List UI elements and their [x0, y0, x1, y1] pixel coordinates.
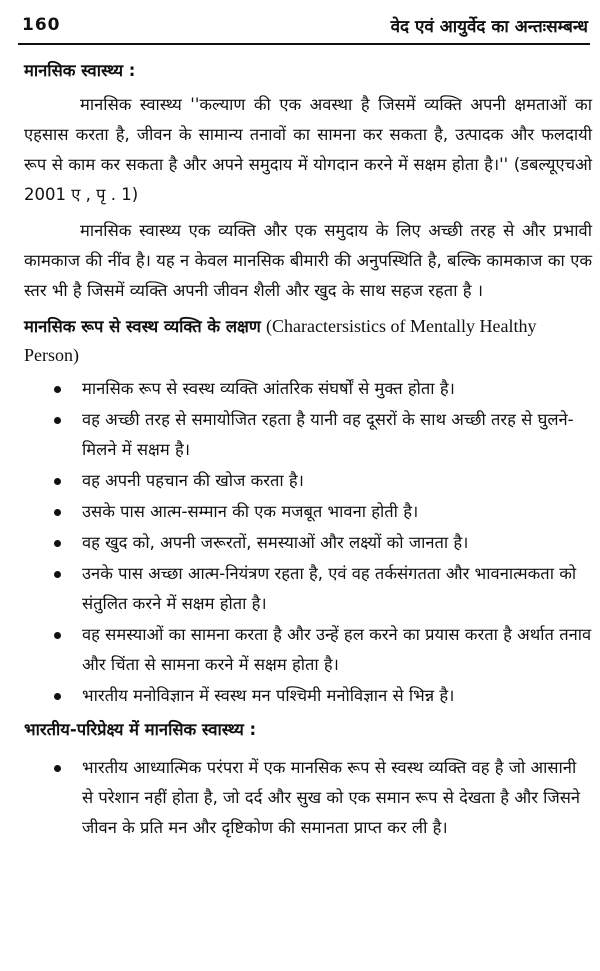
- list-item-text: मानसिक रूप से स्वस्थ व्यक्ति आंतरिक संघर्षों से मुक्त होता है।: [82, 379, 455, 398]
- section-heading-mental-health: मानसिक स्वास्थ्य :: [24, 61, 136, 80]
- bullet-icon: [54, 765, 61, 772]
- list-item-text: वह अच्छी तरह से समायोजित रहता है यानी वह दूसरों के साथ अच्छी तरह से घुलने-मिलने में सक्षम है।: [82, 410, 574, 459]
- list-item: [24, 559, 592, 619]
- paragraph-foundation: मानसिक स्वास्थ्य एक व्यक्ति और एक समुदाय के लिए अच्छी तरह से और प्रभावी कामकाज की नींव है। यह न केवल मानसिक बीमारी की अनुपस्थिति है, बल्कि कामकाज का एक स्तर भी है जिसमें व्यक्ति अपनी जीवन शैली और खुद के साथ सहज रहता है ।: [24, 221, 592, 300]
- list-item-text: उनके पास अच्छा आत्म-नियंत्रण रहता है, एवं वह तर्कसंगतता और भावनात्मकता को संतुलित करने में सक्षम होता है।: [82, 564, 577, 613]
- paragraph-definition: मानसिक स्वास्थ्य ''कल्याण की एक अवस्था है जिसमें व्यक्ति अपनी क्षमताओं का एहसास करता है, जीवन के सामान्य तनावों का सामना कर सकता है, उत्पादक और फलदायी रूप से काम कर सकता है और अपने समुदाय में योगदान करने में सक्षम होता है।'' (डबल्यूएचओ 2001 ए , पृ . 1): [24, 95, 592, 204]
- list-item: [24, 753, 592, 843]
- list-item: [24, 405, 592, 465]
- bullet-icon: [54, 632, 61, 639]
- bullet-icon: [54, 478, 61, 485]
- header-rule: [18, 43, 590, 45]
- list-item: [24, 497, 592, 527]
- bullet-icon: [54, 540, 61, 547]
- page-header: [22, 10, 588, 40]
- list-item: [24, 528, 592, 558]
- characteristics-heading-hindi: मानसिक रूप से स्वस्थ व्यक्ति के लक्षण: [24, 317, 261, 336]
- indian-perspective-list: [24, 753, 592, 843]
- list-item: [24, 681, 592, 711]
- bullet-icon: [54, 571, 61, 578]
- list-item: [24, 620, 592, 680]
- list-item-text: भारतीय मनोविज्ञान में स्वस्थ मन पश्चिमी मनोविज्ञान से भिन्न है।: [82, 686, 455, 705]
- list-item-text: भारतीय आध्यात्मिक परंपरा में एक मानसिक रूप से स्वस्थ व्यक्ति वह है जो आसानी से परेशान नहीं होता है, जो दर्द और सुख को एक समान रूप से देखता है और जिसने जीवन के प्रति मन और दृष्टिकोण की समानता प्राप्त कर ली है।: [82, 758, 581, 837]
- characteristics-list: [24, 374, 592, 711]
- list-item: [24, 466, 592, 496]
- list-item-text: वह समस्याओं का सामना करता है और उन्हें हल करने का प्रयास करता है अर्थात तनाव और चिंता से सामना करने में सक्षम होता है।: [82, 625, 592, 674]
- bullet-icon: [54, 509, 61, 516]
- bullet-icon: [54, 386, 61, 393]
- list-item-text: उसके पास आत्म-सम्मान की एक मजबूत भावना होती है।: [82, 502, 419, 521]
- section-heading-indian-perspective: भारतीय-परिप्रेक्ष्य में मानसिक स्वास्थ्य :: [24, 720, 257, 739]
- page-number: 160: [22, 15, 61, 35]
- bullet-icon: [54, 417, 61, 424]
- characteristics-heading-english: (Charactersistics of Mentally Healthy Person): [24, 316, 537, 365]
- list-item: [24, 374, 592, 404]
- running-title: वेद एवं आयुर्वेद का अन्तःसम्बन्ध: [390, 16, 588, 37]
- section-heading-characteristics: [24, 312, 592, 370]
- bullet-icon: [54, 693, 61, 700]
- list-item-text: वह अपनी पहचान की खोज करता है।: [82, 471, 304, 490]
- list-item-text: वह खुद को, अपनी जरूरतों, समस्याओं और लक्ष्यों को जानता है।: [82, 533, 469, 552]
- page-content: [24, 56, 592, 844]
